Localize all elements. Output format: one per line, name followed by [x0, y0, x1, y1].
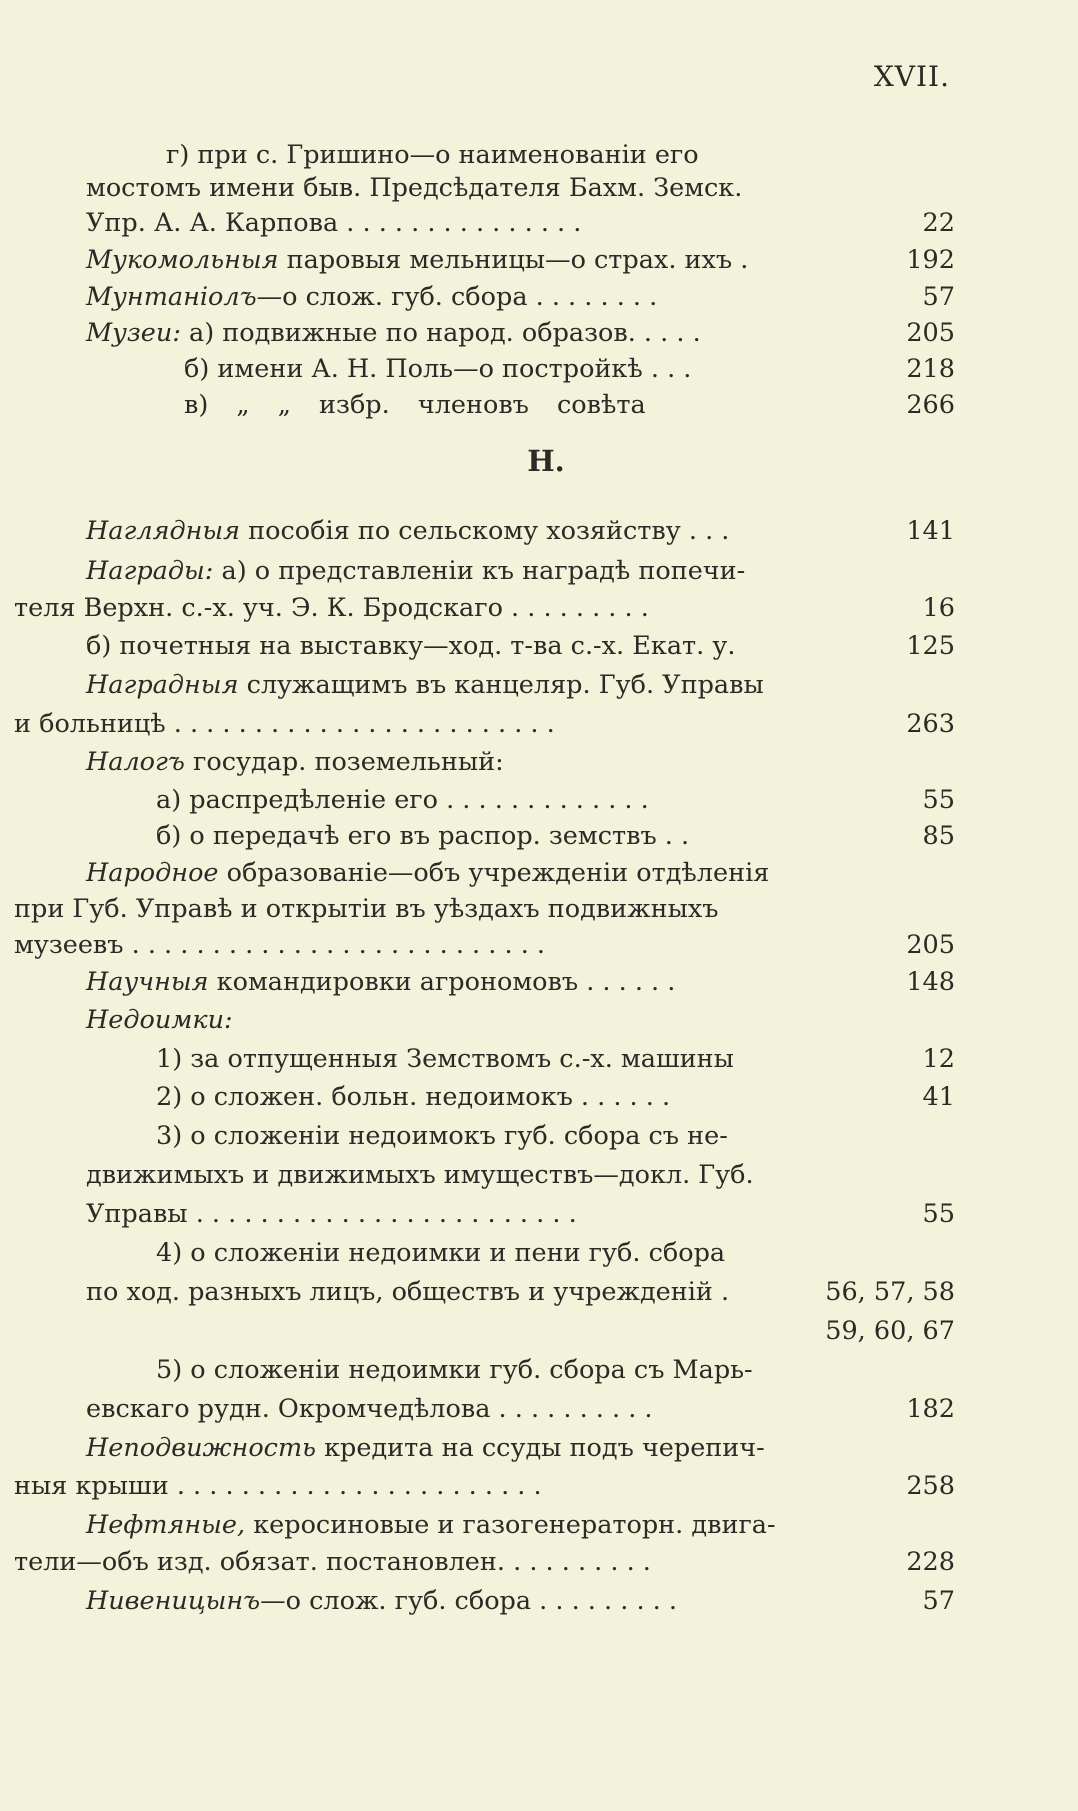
index-line: евскаго рудн. Окромчедѣлова . . . . . . . . . . 182: [86, 1394, 955, 1424]
index-line: тели—объ изд. обязат. постановлен. . . . . . . . . . 228: [14, 1547, 955, 1577]
index-line: Музеи: а) подвижные по народ. образов. . . . . 205: [86, 318, 955, 348]
index-line: Научныя командировки агрономовъ . . . . . . 148: [86, 967, 955, 997]
index-line: Награды: а) о представленіи къ наградѣ попечи-: [86, 556, 746, 586]
index-line: Мукомольныя паровыя мельницы—о страх. ихъ . 192: [86, 245, 955, 275]
index-line: музеевъ . . . . . . . . . . . . . . . . . . . . . . . . . . 205: [14, 930, 955, 960]
index-line: а) распредѣленіе его . . . . . . . . . . . . . 55: [156, 785, 955, 815]
index-line: Управы . . . . . . . . . . . . . . . . . . . . . . . . 55: [86, 1199, 955, 1229]
index-line: б) о передачѣ его въ распор. земствъ . . 85: [156, 821, 955, 851]
index-line: при Губ. Управѣ и открытіи въ уѣздахъ подвижныхъ: [14, 894, 719, 924]
index-line: б) почетныя на выставку—ход. т-ва с.-х. Екат. у. 125: [86, 631, 955, 661]
index-line: ныя крыши . . . . . . . . . . . . . . . . . . . . . . . 258: [14, 1471, 955, 1501]
index-line: 3) о сложеніи недоимокъ губ. сбора съ не-: [156, 1121, 728, 1151]
index-line: 5) о сложеніи недоимки губ. сбора съ Марь-: [156, 1355, 753, 1385]
index-line: Нивеницынъ—о слож. губ. сбора . . . . . . . . . 57: [86, 1586, 955, 1616]
index-line: Упр. А. А. Карпова . . . . . . . . . . . . . . . 22: [86, 208, 955, 238]
index-line: б) имени А. Н. Поль—о постройкѣ . . . 218: [184, 354, 955, 384]
index-line: г) при с. Гришино—о наименованіи его: [166, 140, 699, 170]
page-number: XVII.: [873, 60, 950, 93]
index-line: 1) за отпущенныя Земствомъ с.-х. машины 12: [156, 1044, 955, 1074]
index-line: Нефтяные, керосиновые и газогенераторн. двига-: [86, 1510, 776, 1540]
index-line: Мунтаніолъ—о слож. губ. сбора . . . . . . . . 57: [86, 282, 955, 312]
index-line: в) „ „ избр. членовъ совѣта 266: [184, 390, 955, 420]
index-line: и больницѣ . . . . . . . . . . . . . . . . . . . . . . . . 263: [14, 709, 955, 739]
index-line: Недоимки:: [86, 1005, 233, 1035]
index-line: Наградныя служащимъ въ канцеляр. Губ. Управы: [86, 670, 764, 700]
index-line: по ход. разныхъ лицъ, обществъ и учрежденій . 56, 57, 58: [86, 1277, 955, 1307]
index-line: 59, 60, 67: [825, 1316, 955, 1346]
index-line: Наглядныя пособія по сельскому хозяйству . . . 141: [86, 516, 955, 546]
index-line: Неподвижность кредита на ссуды подъ черепич-: [86, 1433, 765, 1463]
index-line: Народное образованіе—объ учрежденіи отдѣленія: [86, 858, 770, 888]
section-heading: Н.: [527, 444, 565, 478]
index-line: теля Верхн. с.-х. уч. Э. К. Бродскаго . . . . . . . . . 16: [14, 593, 955, 623]
index-line: Налогъ государ. поземельный:: [86, 747, 504, 777]
index-line: 2) о сложен. больн. недоимокъ . . . . . . 41: [156, 1082, 955, 1112]
index-line: движимыхъ и движимыхъ имуществъ—докл. Губ.: [86, 1160, 754, 1190]
index-line: мостомъ имени быв. Предсѣдателя Бахм. Земск.: [86, 173, 743, 203]
index-line: 4) о сложеніи недоимки и пени губ. сбора: [156, 1238, 726, 1268]
